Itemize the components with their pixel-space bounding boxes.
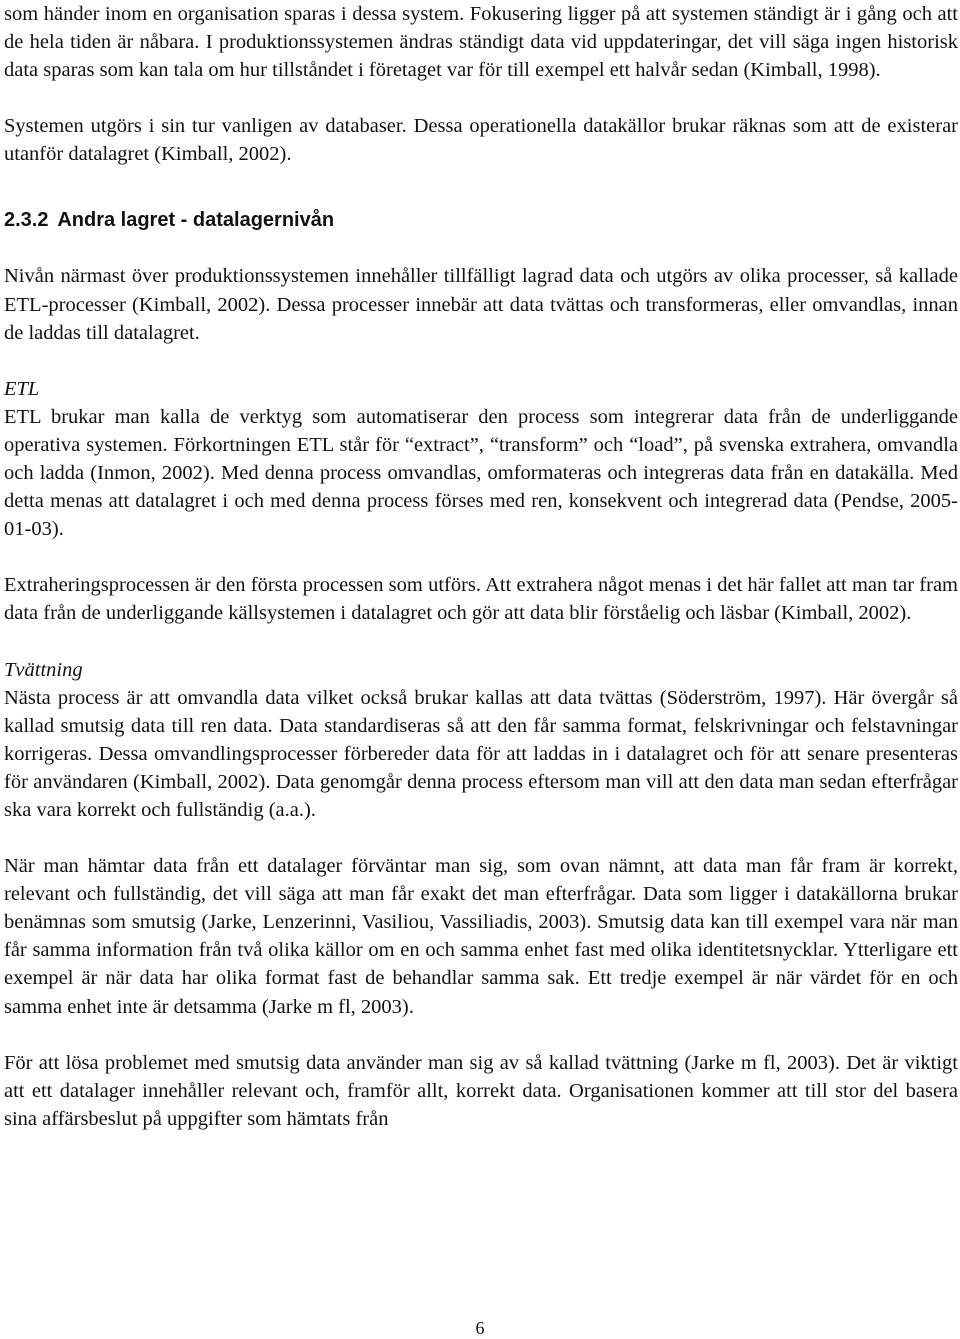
subheading-etl: ETL <box>4 377 40 400</box>
paragraph-layer-two: Nivån närmast över produktionssystemen innehåller tillfälligt lagrad data och utgörs av olika processer, så kallade ETL-processer (Kimball, 2002). Dessa processer innebär att data tvättas och transformeras, eller omvandlas, innan de laddas till datalagret. <box>4 265 958 344</box>
document-page <box>4 0 958 1133</box>
paragraph-system-intro: som händer inom en organisation sparas i dessa system. Fokusering ligger på att systemen ständigt är i gång och att de hela tiden är nåbara. I produktionssystemen ändras ständigt data vid uppdateringar, det vill säga ingen historisk data sparas som kan tala om hur tillståndet i företaget var för till exempel ett halvår sedan (Kimball, 1998). <box>4 3 958 82</box>
paragraph-databases: Systemen utgörs i sin tur vanligen av databaser. Dessa operationella datakällor brukar räknas som att de existerar utanför datalagret (Kimball, 2002). <box>4 115 958 166</box>
paragraph-dirty-data: När man hämtar data från ett datalager förväntar man sig, som ovan nämnt, att data man får fram är korrekt, relevant och fullständig, det vill säga att man får exakt det man efterfrågar. Data som ligger i datakällorna brukar benämnas som smutsig (Jarke, Lenzerinni, Vasiliou, Vassiliadis, 2003). Smutsig data kan till exempel vara när man får samma information från två olika källor om en och samma enhet fast med olika identitetsnycklar. Ytterligare ett exempel är när data har olika format fast de behandlar samma sak. Ett tredje exempel är när värdet för en och samma enhet inte är detsamma (Jarke m fl, 2003). <box>4 855 958 1018</box>
section-heading <box>4 206 958 234</box>
page-number: 6 <box>475 1318 485 1338</box>
paragraph-cleaning: För att lösa problemet med smutsig data använder man sig av så kallad tvättning (Jarke m fl, 2003). Det är viktigt att ett datalager innehåller relevant och, framför allt, korrekt data. Organisationen kommer att till stor del basera sina affärsbeslut på uppgifter som hämtats från <box>4 1051 958 1130</box>
paragraph-transform: Nästa process är att omvandla data vilket också brukar kallas att data tvättas (Söderström, 1997). Här övergår så kallad smutsig data till ren data. Data standardiseras så att den får samma format, felskrivningar och felstavningar korrigeras. Dessa omvandlingsprocesser förbereder data för att laddas in i datalagret och för att senare presenteras för användaren (Kimball, 2002). Data genomgår denna process eftersom man vill att den data man sedan efterfrågar ska vara korrekt och fullständig (a.a.). <box>4 686 958 821</box>
subheading-tvattning: Tvättning <box>4 658 83 681</box>
section-title: Andra lagret - datalagernivån <box>57 209 335 232</box>
paragraph-etl: ETL brukar man kalla de verktyg som automatiserar den process som integrerar data från de underliggande operativa systemen. Förkortningen ETL står för “extract”, “transform” och “load”, på svenska extrahera, omvandla och ladda (Inmon, 2002). Med denna process omvandlas, omformateras och integreras data från en datakälla. Med detta menas att datalagret i och med denna process förses med ren, konsekvent och integrerad data (Pendse, 2005-01-03). <box>4 405 958 541</box>
section-number: 2.3.2 <box>4 209 49 232</box>
paragraph-extraction: Extraheringsprocessen är den första processen som utförs. Att extrahera något menas i det här fallet att man tar fram data från de underliggande källsystemen i datalagret och gör att data blir förståelig och läsbar (Kimball, 2002). <box>4 574 958 625</box>
